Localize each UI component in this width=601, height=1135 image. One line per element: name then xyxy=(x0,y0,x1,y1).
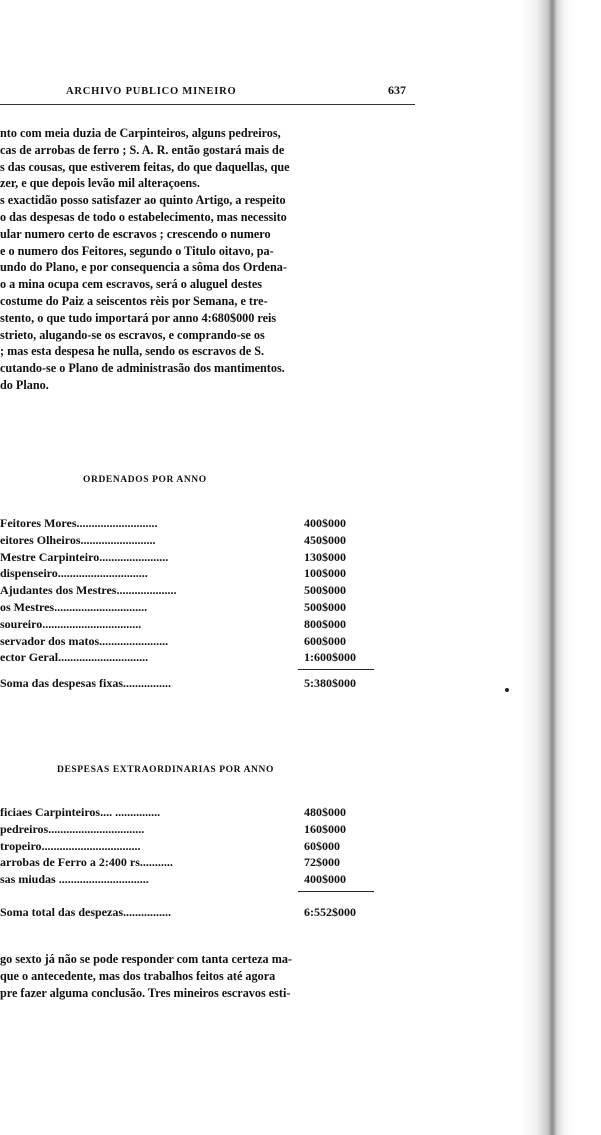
body-paragraphs xyxy=(0,125,440,394)
row-value: 60$000 xyxy=(304,838,340,853)
table-row xyxy=(0,805,400,822)
book-binding-shadow xyxy=(520,0,601,1135)
row-label: soureiro................................. xyxy=(0,616,142,631)
running-head-title: ARCHIVO PUBLICO MINEIRO xyxy=(66,86,237,97)
row-label: arrobas de Ferro a 2:400 rs........... xyxy=(0,855,173,870)
total-row xyxy=(0,676,400,693)
row-value: 500$000 xyxy=(304,599,346,614)
body-line: e o numero dos Feitores, segundo o Titulo oitavo, pa- xyxy=(0,243,274,258)
body-line: o das despesas de todo o estabelecimento, mas necessito xyxy=(0,209,287,224)
ordenados-title: ORDENADOS POR ANNO xyxy=(83,475,207,485)
table-row xyxy=(0,516,400,533)
total-value: 5:380$000 xyxy=(304,676,356,690)
row-value: 600$000 xyxy=(304,633,346,648)
body-line: pre fazer alguma conclusão. Tres mineiros escravos esti- xyxy=(0,985,291,1000)
row-value: 500$000 xyxy=(304,583,346,598)
body-line: s das cousas, que estiverem feitas, do que daquellas, que xyxy=(0,159,290,174)
row-label: ector Geral.............................. xyxy=(0,650,149,665)
running-head xyxy=(0,82,415,105)
body-line: cutando-se o Plano de administrasão dos mantimentos. xyxy=(0,361,285,376)
ordenados-total xyxy=(0,676,400,693)
row-label: servador dos matos....................... xyxy=(0,633,169,648)
row-label: eitores Olheiros......................... xyxy=(0,532,156,547)
row-label: Feitores Mores........................... xyxy=(0,516,158,530)
row-label: Mestre Carpinteiro....................... xyxy=(0,549,169,564)
row-value: 130$000 xyxy=(304,549,346,564)
body-line: o a mina ocupa cem escravos, será o aluguel destes xyxy=(0,277,263,292)
table-row xyxy=(0,583,400,600)
row-label: Ajudantes dos Mestres.................... xyxy=(0,583,177,598)
sum-rule xyxy=(298,891,374,892)
ink-speck xyxy=(505,688,509,692)
row-label: ficiaes Carpinteiros.... ............... xyxy=(0,805,161,819)
row-value: 160$000 xyxy=(304,821,346,836)
page-number: 637 xyxy=(388,83,406,97)
row-value: 450$000 xyxy=(304,532,346,547)
row-value: 400$000 xyxy=(304,516,346,530)
body-line: s exactidão posso satisfazer ao quinto Artigo, a respeito xyxy=(0,193,286,208)
body-line: ; mas esta despesa he nulla, sendo os escravos de S. xyxy=(0,344,265,359)
total-row xyxy=(0,905,400,922)
extraordinarias-title: DESPESAS EXTRAORDINARIAS POR ANNO xyxy=(57,765,274,775)
body-line: undo do Plano, e por consequencia a sôma dos Ordena- xyxy=(0,260,287,275)
body-line: costume do Paiz a seiscentos rèis por Semana, e tre- xyxy=(0,293,268,308)
body-line: ular numero certo de escravos ; crescendo o numero xyxy=(0,226,271,241)
body-line: go sexto já não se pode responder com tanta certeza ma- xyxy=(0,952,292,966)
table-row xyxy=(0,617,400,634)
closing-paragraph xyxy=(0,951,440,1001)
body-line: nto com meia duzia de Carpinteiros, alguns pedreiros, xyxy=(0,126,281,140)
row-value: 72$000 xyxy=(304,855,340,870)
total-label: Soma das despesas fixas................ xyxy=(0,676,172,690)
total-label: Soma total das despezas................ xyxy=(0,905,172,919)
table-row xyxy=(0,600,400,617)
body-line: stento, o que tudo importará por anno 4:680$000 reis xyxy=(0,310,277,325)
extraordinarias-table xyxy=(0,805,400,889)
body-line: que o antecedente, mas dos trabalhos feitos até agora xyxy=(0,968,276,983)
row-label: sas miudas .............................. xyxy=(0,872,149,887)
table-row xyxy=(0,566,400,583)
row-label: dispenseiro.............................. xyxy=(0,566,148,581)
total-value: 6:552$000 xyxy=(304,905,356,919)
row-value: 400$000 xyxy=(304,872,346,887)
row-value: 480$000 xyxy=(304,805,346,819)
table-row xyxy=(0,855,400,872)
row-value: 100$000 xyxy=(304,566,346,581)
body-line: zer, e que depois levão mil alteraçoens. xyxy=(0,176,200,191)
row-value: 800$000 xyxy=(304,616,346,631)
row-value: 1:600$000 xyxy=(304,650,356,665)
table-row xyxy=(0,634,400,651)
table-row xyxy=(0,650,400,667)
body-line: do Plano. xyxy=(0,377,49,392)
table-row xyxy=(0,550,400,567)
row-label: os Mestres............................... xyxy=(0,599,148,614)
extraordinarias-total xyxy=(0,905,400,922)
table-row xyxy=(0,533,400,550)
body-line: cas de arrobas de ferro ; S. A. R. então gostará mais de xyxy=(0,142,285,157)
body-line: strieto, alugando-se os escravos, e comprando-se os xyxy=(0,327,265,342)
sum-rule xyxy=(298,669,374,670)
ordenados-table xyxy=(0,516,400,667)
table-row xyxy=(0,872,400,889)
row-label: pedreiros................................ xyxy=(0,821,145,836)
table-row xyxy=(0,839,400,856)
row-label: tropeiro................................. xyxy=(0,838,141,853)
table-row xyxy=(0,822,400,839)
